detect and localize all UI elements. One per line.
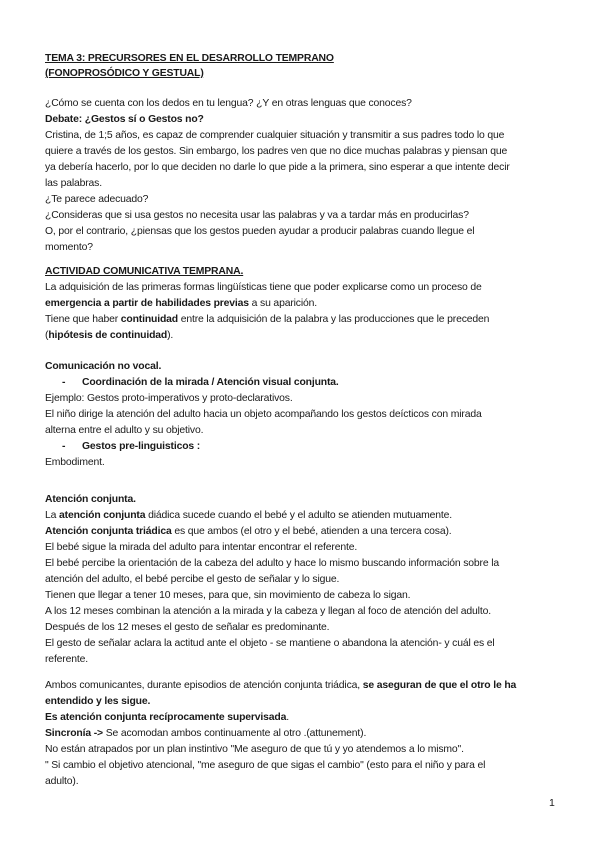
text-line bbox=[45, 637, 495, 650]
bold-text: emergencia a partir de habilidades previas bbox=[45, 298, 249, 309]
text-line bbox=[45, 621, 329, 634]
text-span: ( bbox=[45, 330, 49, 341]
bullet-dash: - bbox=[62, 377, 66, 388]
text-line bbox=[45, 281, 482, 294]
document-subtitle bbox=[45, 67, 204, 80]
text-span: La adquisición de las primeras formas lingüísticas tiene que poder explicarse como un proceso de bbox=[45, 282, 482, 293]
text-line bbox=[45, 408, 482, 421]
text-span: quiere a través de los gestos. Sin embargo, los padres ven que no dice muchas palabras y piensan que bbox=[45, 146, 508, 157]
text-line bbox=[45, 589, 410, 602]
text-line bbox=[45, 392, 293, 405]
bullet-item bbox=[62, 376, 339, 389]
text-line bbox=[45, 424, 203, 437]
text-line bbox=[45, 145, 507, 158]
text-span: a su aparición. bbox=[248, 298, 317, 309]
text-line bbox=[45, 525, 452, 538]
text-span: alterna entre el adulto y su objetivo. bbox=[45, 425, 204, 436]
text-line bbox=[45, 679, 516, 692]
text-span: ya debería hacerlo, por lo que deciden no darle lo que pide a la primera, sino esperar a que intente decir bbox=[45, 162, 510, 173]
text-span: ¿Consideras que si usa gestos no necesita usar las palabras y va a tardar más en producirlas? bbox=[45, 210, 469, 221]
text-span: Tiene que haber bbox=[45, 314, 121, 325]
text-line bbox=[45, 225, 474, 238]
bold-text: ACTIVIDAD COMUNICATIVA TEMPRANA. bbox=[45, 266, 244, 277]
bold-text: Atención conjunta. bbox=[45, 494, 136, 505]
text-span: El bebé percibe la orientación de la cabeza del adulto y hace lo mismo buscando información sobre la bbox=[45, 558, 500, 569]
bold-text: entendido y les sigue. bbox=[45, 696, 151, 707]
text-line bbox=[45, 727, 366, 740]
bullet-dash: - bbox=[62, 441, 66, 452]
text-line bbox=[45, 97, 412, 110]
section-heading-actividad bbox=[45, 265, 243, 278]
text-span: La bbox=[45, 510, 59, 521]
text-span: las palabras. bbox=[45, 178, 102, 189]
text-span: . bbox=[286, 712, 290, 723]
text-line bbox=[45, 209, 469, 222]
text-span: ¿Cómo se cuenta con los dedos en tu lengua? ¿Y en otras lenguas que conoces? bbox=[45, 98, 412, 109]
text-line bbox=[45, 297, 317, 310]
text-span: O, por el contrario, ¿piensas que los gestos pueden ayudar a producir palabras cuando llegue el bbox=[45, 226, 475, 237]
text-line bbox=[45, 241, 93, 254]
text-line bbox=[45, 509, 452, 522]
document-title bbox=[45, 52, 334, 65]
bold-text: se aseguran de que el otro le ha bbox=[362, 680, 517, 691]
text-line bbox=[45, 759, 485, 772]
bold-text: Coordinación de la mirada / Atención visual conjunta. bbox=[82, 377, 339, 388]
text-line bbox=[45, 653, 88, 666]
text-span: ¿Te parece adecuado? bbox=[45, 194, 149, 205]
text-line bbox=[45, 605, 491, 618]
text-line bbox=[45, 161, 510, 174]
text-span: diádica sucede cuando el bebé y el adulto se atienden mutuamente. bbox=[145, 510, 453, 521]
bold-text: hipótesis de continuidad bbox=[48, 330, 168, 341]
bold-text: atención conjunta bbox=[59, 510, 146, 521]
text-span: momento? bbox=[45, 242, 93, 253]
text-line bbox=[45, 711, 289, 724]
bold-text: TEMA 3: PRECURSORES EN EL DESARROLLO TEMPRANO bbox=[45, 53, 334, 64]
text-span: A los 12 meses combinan la atención a la mirada y la cabeza y llegan al foco de atención del adulto. bbox=[45, 606, 491, 617]
bold-text: Atención conjunta triádica bbox=[45, 526, 172, 537]
bold-text: Comunicación no vocal. bbox=[45, 361, 162, 372]
bold-text: Es atención conjunta recíprocamente supervisada bbox=[45, 712, 287, 723]
text-line bbox=[45, 775, 78, 788]
text-span: Tienen que llegar a tener 10 meses, para que, sin movimiento de cabeza lo sigan. bbox=[45, 590, 411, 601]
text-span: Se acomodan ambos continuamente al otro .(attunement). bbox=[102, 728, 367, 739]
text-span: adulto). bbox=[45, 776, 79, 787]
bold-text: Debate: ¿Gestos sí o Gestos no? bbox=[45, 114, 204, 125]
text-line bbox=[45, 129, 504, 142]
text-span: Cristina, de 1;5 años, es capaz de comprender cualquier situación y transmitir a sus padres todo lo que bbox=[45, 130, 505, 141]
text-span: referente. bbox=[45, 654, 88, 665]
text-line bbox=[45, 313, 489, 326]
text-line bbox=[45, 177, 102, 190]
text-line bbox=[45, 193, 148, 206]
text-line bbox=[45, 743, 464, 756]
bold-text: Sincronía -> bbox=[45, 728, 103, 739]
bullet-item bbox=[62, 440, 200, 453]
text-span: No están atrapados por un plan instintivo "Me aseguro de que tú y yo atendemos a lo mismo". bbox=[45, 744, 464, 755]
subheading-atencion-conjunta bbox=[45, 493, 136, 506]
text-span: atención del adulto, el bebé percibe el gesto de señalar y lo sigue. bbox=[45, 574, 340, 585]
text-span: El gesto de señalar aclara la actitud ante el objeto - se mantiene o abandona la atención- y cuál es el bbox=[45, 638, 495, 649]
text-line bbox=[45, 573, 339, 586]
text-line bbox=[45, 541, 357, 554]
text-line bbox=[45, 456, 105, 469]
subheading-comunicacion-no-vocal bbox=[45, 360, 161, 373]
text-span: Ambos comunicantes, durante episodios de atención conjunta triádica, bbox=[45, 680, 363, 691]
text-line bbox=[45, 557, 499, 570]
page-number: 1 bbox=[549, 797, 555, 809]
text-span: Ejemplo: Gestos proto-imperativos y proto-declarativos. bbox=[45, 393, 293, 404]
text-span: Embodiment. bbox=[45, 457, 105, 468]
text-line bbox=[45, 695, 150, 708]
text-span: ). bbox=[167, 330, 174, 341]
bold-text: continuidad bbox=[120, 314, 179, 325]
text-span: " Si cambio el objetivo atencional, "me aseguro de que sigas el cambio" (esto para el niño y para el bbox=[45, 760, 486, 771]
text-line bbox=[45, 113, 204, 126]
text-span: es que ambos (el otro y el bebé, atienden a una tercera cosa). bbox=[171, 526, 452, 537]
text-span: Después de los 12 meses el gesto de señalar es predominante. bbox=[45, 622, 330, 633]
bold-text: (FONOPROSÓDICO Y GESTUAL) bbox=[45, 68, 204, 79]
text-span: El niño dirige la atención del adulto hacia un objeto acompañando los gestos deícticos con mirada bbox=[45, 409, 482, 420]
text-span: entre la adquisición de la palabra y las producciones que le preceden bbox=[178, 314, 490, 325]
text-line bbox=[45, 329, 173, 342]
bold-text: Gestos pre-linguisticos : bbox=[82, 441, 201, 452]
text-span: El bebé sigue la mirada del adulto para intentar encontrar el referente. bbox=[45, 542, 358, 553]
